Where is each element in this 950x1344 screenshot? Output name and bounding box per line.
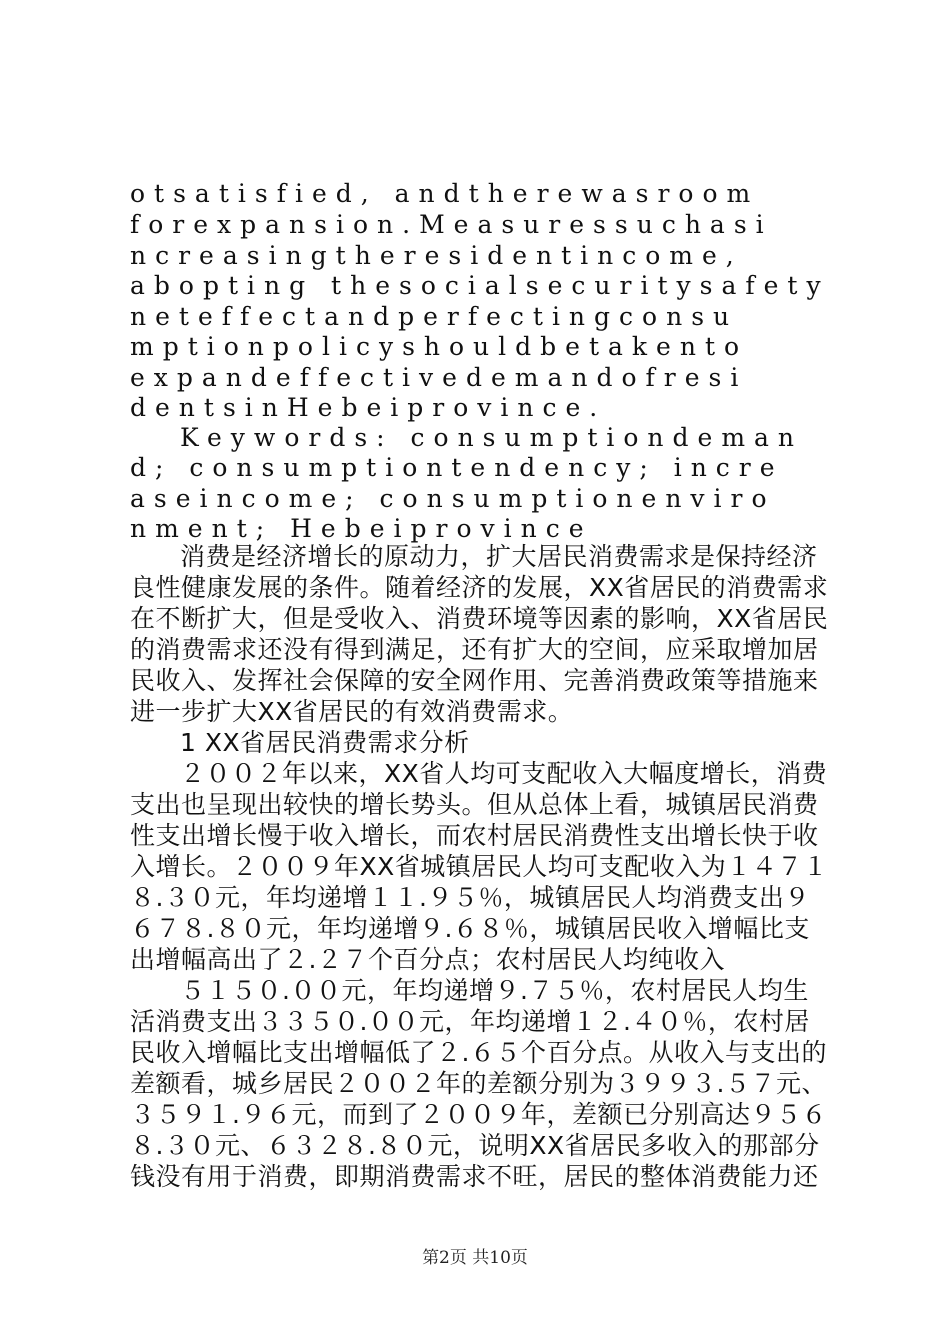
body-line: 性支出增长慢于收入增长，而农村居民消费性支出增长快于收 — [130, 821, 819, 850]
body-line: 民收入、发挥社会保障的安全网作用、完善消费政策等措施来 — [130, 666, 819, 695]
body-line: 良性健康发展的条件。随着经济的发展，XX省居民的消费需求 — [130, 573, 829, 602]
abstract-line: dentsinHebeiprovince. — [130, 393, 607, 422]
body-line: ６７８.８０元，年均递增９.６８％，城镇居民收入增幅比支 — [130, 914, 810, 943]
body-line: 消费是经济增长的原动力，扩大居民消费需求是保持经济 — [180, 542, 818, 571]
body-line: 在不断扩大，但是受收入、消费环境等因素的影响，XX省居民 — [130, 604, 829, 633]
body-line: ５１５０.００元，年均递增９.７５％，农村居民人均生 — [180, 976, 809, 1005]
body-line: ８.３０元，年均递增１１.９５％，城镇居民人均消费支出９ — [130, 883, 810, 912]
abstract-line: otsatisfied, andtherewasroom — [130, 179, 760, 208]
body-line: 差额看，城乡居民２００２年的差额分别为３９９３.５７元、 — [130, 1069, 827, 1098]
body-line: 支出也呈现出较快的增长势头。但从总体上看，城镇居民消费 — [130, 790, 819, 819]
body-line: 民收入增幅比支出增幅低了２.６５个百分点。从收入与支出的 — [130, 1038, 827, 1067]
keywords-line: d; consumptiontendency; incre — [130, 453, 784, 482]
body-line: 进一步扩大XX省居民的有效消费需求。 — [130, 697, 574, 726]
body-line: 钱没有用于消费，即期消费需求不旺，居民的整体消费能力还 — [130, 1162, 819, 1191]
keywords-line: nment; Hebeiprovince — [130, 514, 593, 543]
page-footer: 第2页 共10页 — [422, 1248, 528, 1268]
abstract-line: ncreasingtheresidentincome, — [130, 241, 743, 270]
abstract-line: mptionpolicyshouldbetakento — [130, 332, 749, 361]
body-line: 出增幅高出了２.２７个百分点；农村居民人均纯收入 — [130, 945, 725, 974]
section-heading: 1 XX省居民消费需求分析 — [180, 728, 470, 757]
body-line: ８.３０元、６３２８.８０元，说明XX省居民多收入的那部分 — [130, 1131, 820, 1160]
keywords-line: Keywords: consumptiondeman — [180, 423, 804, 452]
abstract-line: neteffectandperfectingconsu — [130, 302, 739, 331]
abstract-line: expandeffectivedemandofresi — [130, 363, 748, 392]
body-line: 入增长。２００９年XX省城镇居民人均可支配收入为１４７１ — [130, 852, 829, 881]
body-line: ２００２年以来，XX省人均可支配收入大幅度增长，消费 — [180, 759, 828, 788]
abstract-line: forexpansion.Measuressuchasi — [130, 210, 773, 239]
body-line: 活消费支出３３５０.００元，年均递增１２.４０％，农村居 — [130, 1007, 810, 1036]
body-line: ３５９１.９６元，而到了２００９年，差额已分别高达９５６ — [130, 1100, 827, 1129]
body-line: 的消费需求还没有得到满足，还有扩大的空间，应采取增加居 — [130, 635, 819, 664]
abstract-line: abopting thesocialsecuritysafety — [130, 271, 830, 300]
keywords-line: aseincome; consumptionenviro — [130, 484, 776, 513]
